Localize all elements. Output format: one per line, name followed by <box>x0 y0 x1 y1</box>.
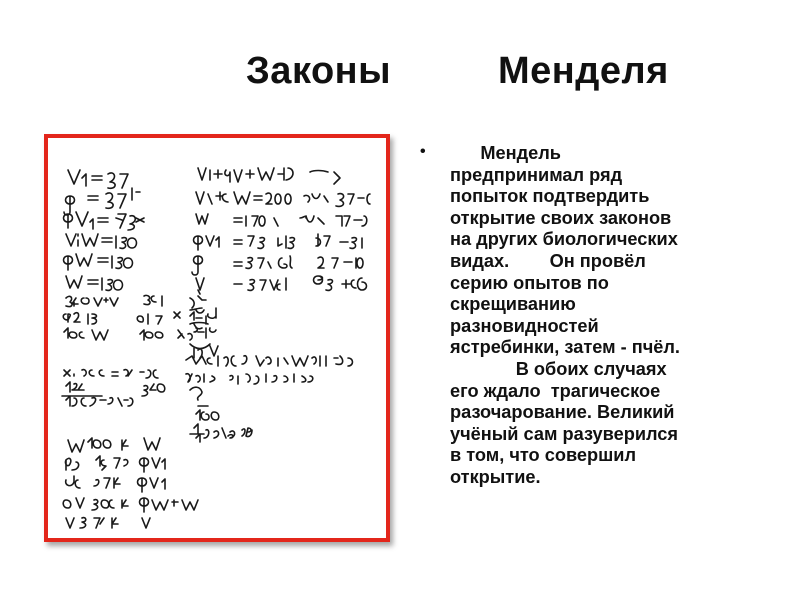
bullet-line: разочарование. Великий <box>450 402 675 423</box>
bullet-line: открытие своих законов <box>450 207 672 228</box>
bullet-line: скрещиванию <box>450 294 576 315</box>
bullet-line: его ждало трагическое <box>450 380 661 401</box>
bullet-text <box>450 143 770 489</box>
handwritten-notes-drawing <box>48 138 386 538</box>
bullet-line: видах. Он провёл <box>450 250 646 271</box>
bullet-line: предпринимал ряд <box>450 164 623 185</box>
bullet-line: на других биологических <box>450 229 678 250</box>
bullet-line: учёный сам разуверился <box>450 423 679 444</box>
title-word-mendel: Менделя <box>498 50 669 92</box>
slide-title <box>0 50 800 110</box>
bullet-line: попыток подтвердить <box>450 186 650 207</box>
manuscript-image <box>44 134 390 542</box>
bullet-line: в том, что совершил <box>450 445 637 466</box>
bullet-line: разновидностей <box>450 315 599 336</box>
bullet-marker: • <box>420 143 426 160</box>
bullet-line: серию опытов по <box>450 272 609 293</box>
bullet-line: открытие. <box>450 466 541 487</box>
title-word-laws: Законы <box>246 50 392 92</box>
bullet-line: ястребинки, затем - пчёл. <box>450 337 680 358</box>
bullet-line: В обоих случаях <box>450 358 667 379</box>
bullet-line: Мендель <box>450 143 561 163</box>
